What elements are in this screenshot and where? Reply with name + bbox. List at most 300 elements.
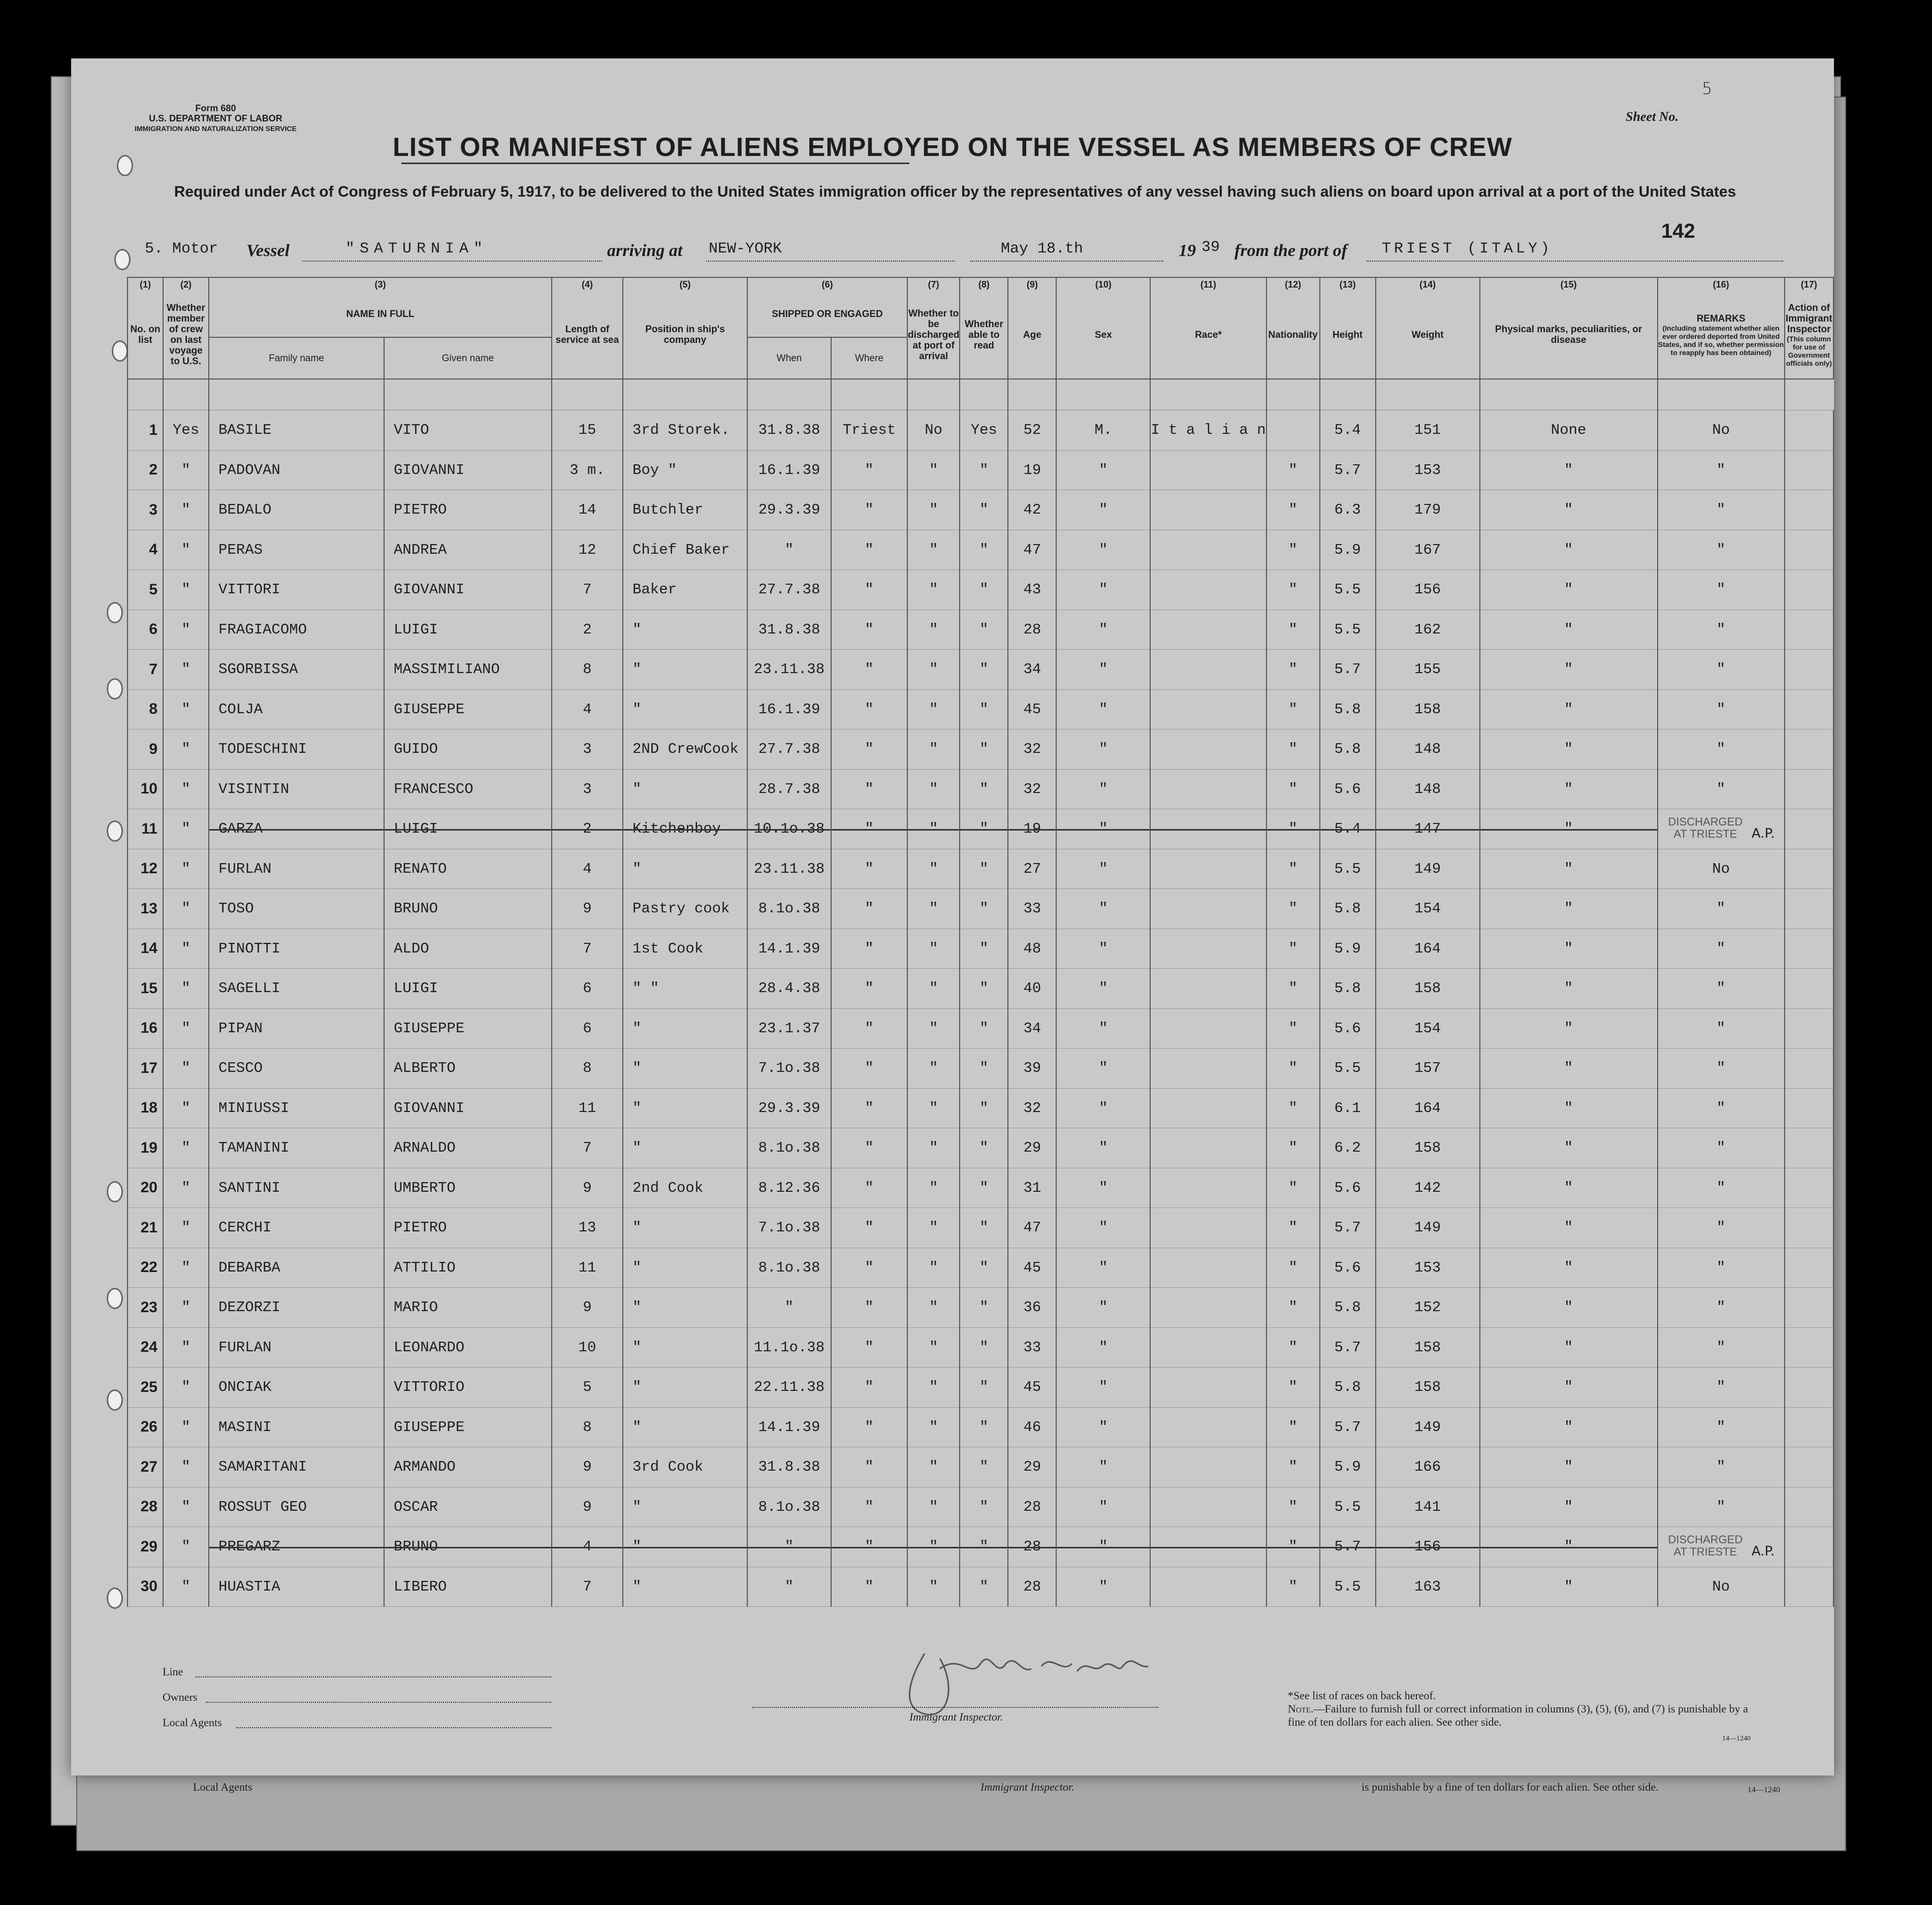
- age-cell: 32: [1008, 1088, 1056, 1128]
- shipped-when-cell: 29.3.39: [747, 490, 831, 530]
- weight-cell: 151: [1376, 410, 1480, 451]
- given-name-cell: ALBERTO: [384, 1049, 552, 1089]
- given-name-cell: OSCAR: [384, 1487, 552, 1527]
- table-row: [128, 1168, 1833, 1208]
- position-cell: ": [623, 1208, 747, 1248]
- position-cell: ": [623, 1487, 747, 1527]
- age-cell: 48: [1008, 929, 1056, 969]
- member-of-crew-cell: ": [163, 729, 209, 770]
- to-be-discharged-cell: ": [907, 530, 960, 570]
- age-cell: 28: [1008, 610, 1056, 650]
- vessel-underline: [302, 261, 602, 262]
- to-be-discharged-cell: ": [907, 729, 960, 770]
- able-to-read-cell: ": [960, 729, 1008, 770]
- remarks-cell: ": [1658, 530, 1785, 570]
- remarks-cell: ": [1658, 1088, 1785, 1128]
- able-to-read-cell: ": [960, 1208, 1008, 1248]
- length-of-service-cell: 13: [552, 1208, 623, 1248]
- position-cell: ": [623, 650, 747, 690]
- sex-cell: ": [1056, 1049, 1150, 1089]
- nationality-cell: [1266, 410, 1320, 451]
- table-row: [128, 1447, 1833, 1487]
- local-agents-label: Local Agents: [163, 1716, 222, 1729]
- line-underline: [196, 1676, 551, 1677]
- race-cell: [1150, 1128, 1266, 1168]
- sex-cell: ": [1056, 490, 1150, 530]
- physical-marks-cell: ": [1480, 1407, 1658, 1447]
- header-name-in-full: NAME IN FULL: [209, 291, 552, 337]
- form-identifier: [135, 103, 297, 134]
- age-cell: 33: [1008, 889, 1056, 929]
- inspector-action-cell: [1785, 689, 1833, 729]
- to-be-discharged-cell: ": [907, 929, 960, 969]
- length-of-service-cell: 11: [552, 1248, 623, 1288]
- given-name-cell: LIBERO: [384, 1567, 552, 1607]
- shipped-where-cell: ": [831, 1208, 907, 1248]
- table-row: [128, 1128, 1833, 1168]
- to-be-discharged-cell: ": [907, 889, 960, 929]
- shipped-where-cell: ": [831, 1368, 907, 1408]
- height-cell: 5.4: [1320, 809, 1376, 849]
- sex-cell: ": [1056, 650, 1150, 690]
- physical-marks-cell: ": [1480, 1288, 1658, 1328]
- header-sex: Sex: [1056, 291, 1150, 379]
- able-to-read-cell: ": [960, 809, 1008, 849]
- shipped-when-cell: 29.3.39: [747, 1088, 831, 1128]
- age-cell: 47: [1008, 530, 1056, 570]
- table-row: [128, 729, 1833, 770]
- table-row: [128, 530, 1833, 570]
- physical-marks-cell: ": [1480, 570, 1658, 610]
- physical-marks-cell: ": [1480, 610, 1658, 650]
- nationality-cell: ": [1266, 1447, 1320, 1487]
- family-name-cell: BASILE: [209, 410, 384, 451]
- age-cell: 19: [1008, 809, 1056, 849]
- to-be-discharged-cell: ": [907, 1447, 960, 1487]
- to-be-discharged-cell: ": [907, 1407, 960, 1447]
- remarks-cell: ": [1658, 1248, 1785, 1288]
- table-row: [128, 1248, 1833, 1288]
- inspector-action-cell: [1785, 1447, 1833, 1487]
- member-of-crew-cell: ": [163, 769, 209, 809]
- physical-marks-cell: ": [1480, 809, 1658, 849]
- header-remarks-title: REMARKS: [1696, 313, 1746, 324]
- height-cell: 5.8: [1320, 1288, 1376, 1328]
- age-cell: 39: [1008, 1049, 1056, 1089]
- sex-cell: ": [1056, 1248, 1150, 1288]
- shipped-where-cell: ": [831, 570, 907, 610]
- shipped-where-cell: ": [831, 929, 907, 969]
- given-name-cell: MASSIMILIANO: [384, 650, 552, 690]
- shipped-where-cell: ": [831, 1128, 907, 1168]
- to-be-discharged-cell: ": [907, 610, 960, 650]
- age-cell: 31: [1008, 1168, 1056, 1208]
- sex-cell: ": [1056, 1368, 1150, 1408]
- inspector-action-cell: [1785, 969, 1833, 1009]
- nationality-cell: ": [1266, 849, 1320, 889]
- age-cell: 29: [1008, 1128, 1056, 1168]
- given-name-cell: BRUNO: [384, 1527, 552, 1567]
- row-number-cell: 6: [128, 610, 163, 650]
- remarks-cell: ": [1658, 1368, 1785, 1408]
- weight-cell: 153: [1376, 1248, 1480, 1288]
- family-name-cell: DEBARBA: [209, 1248, 384, 1288]
- weight-cell: 141: [1376, 1487, 1480, 1527]
- arrival-date: May 18.th: [1001, 240, 1084, 258]
- length-of-service-cell: 2: [552, 809, 623, 849]
- length-of-service-cell: 2: [552, 610, 623, 650]
- sex-cell: ": [1056, 809, 1150, 849]
- able-to-read-cell: ": [960, 570, 1008, 610]
- inspector-action-cell: [1785, 809, 1833, 849]
- nationality-cell: ": [1266, 1008, 1320, 1049]
- length-of-service-cell: 4: [552, 1527, 623, 1567]
- inspector-action-cell: [1785, 929, 1833, 969]
- header-able-to-read: Whether able to read: [960, 291, 1008, 379]
- race-cell: [1150, 610, 1266, 650]
- position-cell: Baker: [623, 570, 747, 610]
- position-cell: Butchler: [623, 490, 747, 530]
- race-cell: [1150, 729, 1266, 770]
- able-to-read-cell: ": [960, 1327, 1008, 1368]
- given-name-cell: LEONARDO: [384, 1327, 552, 1368]
- position-cell: ": [623, 1327, 747, 1368]
- height-cell: 5.8: [1320, 689, 1376, 729]
- row-number-cell: 7: [128, 650, 163, 690]
- member-of-crew-cell: ": [163, 689, 209, 729]
- sex-cell: ": [1056, 1567, 1150, 1607]
- height-cell: 6.1: [1320, 1088, 1376, 1128]
- family-name-cell: MASINI: [209, 1407, 384, 1447]
- shipped-when-cell: 23.11.38: [747, 849, 831, 889]
- col-num: (3): [209, 277, 552, 291]
- given-name-cell: PIETRO: [384, 1208, 552, 1248]
- length-of-service-cell: 8: [552, 1049, 623, 1089]
- to-be-discharged-cell: ": [907, 1288, 960, 1328]
- inspector-action-cell: [1785, 769, 1833, 809]
- shipped-where-cell: ": [831, 1248, 907, 1288]
- punch-hole: [107, 820, 123, 842]
- to-be-discharged-cell: ": [907, 769, 960, 809]
- physical-marks-cell: ": [1480, 1088, 1658, 1128]
- date-underline: [970, 261, 1163, 262]
- family-name-cell: BEDALO: [209, 490, 384, 530]
- position-cell: Kitchenboy: [623, 809, 747, 849]
- to-be-discharged-cell: ": [907, 1368, 960, 1408]
- position-cell: ": [623, 610, 747, 650]
- shipped-where-cell: ": [831, 1288, 907, 1328]
- header-remarks: [1658, 291, 1785, 379]
- inspector-action-cell: [1785, 530, 1833, 570]
- column-number-row: [128, 277, 1833, 291]
- inspector-action-cell: [1785, 1088, 1833, 1128]
- to-be-discharged-cell: ": [907, 570, 960, 610]
- height-cell: 5.8: [1320, 889, 1376, 929]
- length-of-service-cell: 12: [552, 530, 623, 570]
- to-be-discharged-cell: ": [907, 1248, 960, 1288]
- remarks-cell: No: [1658, 849, 1785, 889]
- year-suffix: 39: [1201, 239, 1220, 256]
- length-of-service-cell: 4: [552, 849, 623, 889]
- weight-cell: 152: [1376, 1288, 1480, 1328]
- race-cell: [1150, 1248, 1266, 1288]
- race-cell: [1150, 1567, 1266, 1607]
- inspector-action-cell: [1785, 1368, 1833, 1408]
- crew-manifest-table: [127, 277, 1834, 1607]
- able-to-read-cell: ": [960, 929, 1008, 969]
- arriving-port: NEW-YORK: [709, 240, 782, 258]
- header-remarks-sub: (Including statement whether alien ever ordered deported from United States, and if so, whether permission to reapply has been obtained): [1658, 324, 1784, 357]
- able-to-read-cell: ": [960, 490, 1008, 530]
- remarks-cell: ": [1658, 1049, 1785, 1089]
- member-of-crew-cell: ": [163, 1208, 209, 1248]
- discharged-initials: A.P.: [1751, 826, 1775, 841]
- height-cell: 5.6: [1320, 1248, 1376, 1288]
- able-to-read-cell: ": [960, 1128, 1008, 1168]
- punch-hole: [107, 602, 123, 623]
- member-of-crew-cell: ": [163, 450, 209, 490]
- race-cell: [1150, 650, 1266, 690]
- physical-marks-cell: ": [1480, 1008, 1658, 1049]
- height-cell: 5.6: [1320, 1008, 1376, 1049]
- shipped-when-cell: 16.1.39: [747, 689, 831, 729]
- age-cell: 45: [1008, 1248, 1056, 1288]
- age-cell: 45: [1008, 689, 1056, 729]
- length-of-service-cell: 8: [552, 1407, 623, 1447]
- sex-cell: ": [1056, 769, 1150, 809]
- height-cell: 5.8: [1320, 1368, 1376, 1408]
- given-name-cell: GIOVANNI: [384, 570, 552, 610]
- able-to-read-cell: ": [960, 969, 1008, 1009]
- inspector-action-cell: [1785, 650, 1833, 690]
- table-row: [128, 689, 1833, 729]
- remarks-cell: No: [1658, 1567, 1785, 1607]
- sex-cell: ": [1056, 1327, 1150, 1368]
- position-cell: ": [623, 1049, 747, 1089]
- height-cell: 6.3: [1320, 490, 1376, 530]
- member-of-crew-cell: ": [163, 809, 209, 849]
- punch-hole: [112, 340, 128, 362]
- position-cell: 2nd Cook: [623, 1168, 747, 1208]
- length-of-service-cell: 3 m.: [552, 450, 623, 490]
- race-cell: [1150, 1088, 1266, 1128]
- nationality-cell: ": [1266, 689, 1320, 729]
- under-form-code: 14—1240: [1748, 1786, 1780, 1794]
- remarks-cell: ": [1658, 1128, 1785, 1168]
- family-name-cell: PIPAN: [209, 1008, 384, 1049]
- sex-cell: ": [1056, 729, 1150, 770]
- able-to-read-cell: ": [960, 1407, 1008, 1447]
- length-of-service-cell: 4: [552, 689, 623, 729]
- to-be-discharged-cell: ": [907, 1327, 960, 1368]
- row-number-cell: 25: [128, 1368, 163, 1408]
- race-cell: [1150, 1407, 1266, 1447]
- to-be-discharged-cell: ": [907, 1008, 960, 1049]
- race-cell: [1150, 1327, 1266, 1368]
- sex-cell: ": [1056, 1487, 1150, 1527]
- shipped-where-cell: Triest: [831, 410, 907, 451]
- remarks-cell: No: [1658, 410, 1785, 451]
- height-cell: 5.7: [1320, 1327, 1376, 1368]
- race-cell: [1150, 929, 1266, 969]
- able-to-read-cell: ": [960, 1008, 1008, 1049]
- physical-marks-cell: ": [1480, 1527, 1658, 1567]
- table-row: [128, 889, 1833, 929]
- given-name-cell: VITTORIO: [384, 1368, 552, 1408]
- nationality-cell: ": [1266, 1327, 1320, 1368]
- sex-cell: ": [1056, 570, 1150, 610]
- height-cell: 5.7: [1320, 650, 1376, 690]
- age-cell: 42: [1008, 490, 1056, 530]
- remarks-cell: ": [1658, 1407, 1785, 1447]
- race-cell: [1150, 1008, 1266, 1049]
- to-be-discharged-cell: ": [907, 969, 960, 1009]
- row-number-cell: 15: [128, 969, 163, 1009]
- form-number: Form 680: [195, 103, 236, 113]
- weight-cell: 158: [1376, 1368, 1480, 1408]
- weight-cell: 163: [1376, 1567, 1480, 1607]
- to-be-discharged-cell: ": [907, 849, 960, 889]
- sex-cell: ": [1056, 610, 1150, 650]
- row-number-cell: 24: [128, 1327, 163, 1368]
- inspector-action-cell: [1785, 1128, 1833, 1168]
- weight-cell: 158: [1376, 689, 1480, 729]
- length-of-service-cell: 6: [552, 1008, 623, 1049]
- inspector-action-cell: [1785, 610, 1833, 650]
- inspector-action-cell: [1785, 1168, 1833, 1208]
- physical-marks-cell: ": [1480, 969, 1658, 1009]
- shipped-when-cell: 27.7.38: [747, 570, 831, 610]
- vessel-name: "SATURNIA": [345, 240, 488, 258]
- weight-cell: 166: [1376, 1447, 1480, 1487]
- shipped-when-cell: ": [747, 1527, 831, 1567]
- age-cell: 34: [1008, 650, 1056, 690]
- shipped-when-cell: 8.1o.38: [747, 889, 831, 929]
- table-row: [128, 1208, 1833, 1248]
- able-to-read-cell: ": [960, 1487, 1008, 1527]
- height-cell: 5.7: [1320, 1407, 1376, 1447]
- member-of-crew-cell: ": [163, 1288, 209, 1328]
- remarks-cell: ": [1658, 1168, 1785, 1208]
- row-number-cell: 27: [128, 1447, 163, 1487]
- length-of-service-cell: 7: [552, 1567, 623, 1607]
- shipped-where-cell: ": [831, 1168, 907, 1208]
- age-cell: 27: [1008, 849, 1056, 889]
- able-to-read-cell: ": [960, 769, 1008, 809]
- shipped-where-cell: ": [831, 769, 907, 809]
- given-name-cell: GIOVANNI: [384, 1088, 552, 1128]
- header-member-of-crew: Whether member of crew on last voyage to U.S.: [163, 291, 209, 379]
- nationality-cell: ": [1266, 929, 1320, 969]
- to-be-discharged-cell: ": [907, 1128, 960, 1168]
- shipped-where-cell: ": [831, 1327, 907, 1368]
- member-of-crew-cell: ": [163, 570, 209, 610]
- able-to-read-cell: ": [960, 450, 1008, 490]
- header-when: When: [747, 337, 831, 379]
- height-cell: 5.5: [1320, 610, 1376, 650]
- nationality-cell: ": [1266, 650, 1320, 690]
- remarks-cell: ": [1658, 889, 1785, 929]
- able-to-read-cell: ": [960, 1088, 1008, 1128]
- header-weight: Weight: [1376, 291, 1480, 379]
- header-where: Where: [831, 337, 907, 379]
- position-cell: ": [623, 1088, 747, 1128]
- position-cell: Chief Baker: [623, 530, 747, 570]
- member-of-crew-cell: ": [163, 969, 209, 1009]
- race-cell: [1150, 1447, 1266, 1487]
- shipped-where-cell: ": [831, 809, 907, 849]
- remarks-cell: ": [1658, 450, 1785, 490]
- crew-rows: [128, 410, 1833, 1607]
- family-name-cell: SAMARITANI: [209, 1447, 384, 1487]
- age-cell: 40: [1008, 969, 1056, 1009]
- position-cell: ": [623, 1248, 747, 1288]
- col-num: (9): [1008, 277, 1056, 291]
- given-name-cell: FRANCESCO: [384, 769, 552, 809]
- row-number-cell: 18: [128, 1088, 163, 1128]
- height-cell: 5.7: [1320, 450, 1376, 490]
- col-num: (17): [1785, 277, 1833, 291]
- under-note: is punishable by a fine of ten dollars for each alien. See other side.: [1361, 1781, 1659, 1793]
- remarks-cell: [1658, 809, 1785, 849]
- col-num: (5): [623, 277, 747, 291]
- table-row: [128, 570, 1833, 610]
- row-number-cell: 8: [128, 689, 163, 729]
- shipped-where-cell: ": [831, 849, 907, 889]
- physical-marks-cell: ": [1480, 490, 1658, 530]
- able-to-read-cell: ": [960, 849, 1008, 889]
- weight-cell: 154: [1376, 889, 1480, 929]
- sex-cell: ": [1056, 1008, 1150, 1049]
- shipped-where-cell: ": [831, 1487, 907, 1527]
- sex-cell: ": [1056, 969, 1150, 1009]
- sex-cell: ": [1056, 450, 1150, 490]
- shipped-when-cell: 8.12.36: [747, 1168, 831, 1208]
- table-row: [128, 769, 1833, 809]
- penalty-note: [1288, 1702, 1760, 1729]
- shipped-when-cell: ": [747, 530, 831, 570]
- form-code: 14—1240: [1722, 1735, 1751, 1742]
- able-to-read-cell: ": [960, 889, 1008, 929]
- physical-marks-cell: ": [1480, 530, 1658, 570]
- table-row: [128, 650, 1833, 690]
- inspector-action-cell: [1785, 1288, 1833, 1328]
- discharged-stamp: DISCHARGED AT TRIESTE: [1668, 815, 1743, 840]
- able-to-read-cell: ": [960, 1527, 1008, 1567]
- inspector-action-cell: [1785, 490, 1833, 530]
- length-of-service-cell: 9: [552, 1168, 623, 1208]
- note-text: —Failure to furnish full or correct information in columns (3), (5), (6), and (7) is punishable by a fine of ten dollars for each alien. See other side.: [1288, 1702, 1748, 1728]
- nationality-cell: ": [1266, 1368, 1320, 1408]
- page-subtitle: Required under Act of Congress of February 5, 1917, to be delivered to the United States immigration officer by the representatives of any vessel having such aliens on board upon arrival at a port of the United States: [174, 183, 1736, 200]
- sex-cell: ": [1056, 849, 1150, 889]
- given-name-cell: GIUSEPPE: [384, 1008, 552, 1049]
- family-name-cell: FURLAN: [209, 849, 384, 889]
- inspector-underline: [752, 1707, 1158, 1708]
- row-number-cell: 30: [128, 1567, 163, 1607]
- family-name-cell: ROSSUT GEO: [209, 1487, 384, 1527]
- length-of-service-cell: 7: [552, 570, 623, 610]
- able-to-read-cell: ": [960, 650, 1008, 690]
- length-of-service-cell: 5: [552, 1368, 623, 1408]
- member-of-crew-cell: ": [163, 1248, 209, 1288]
- length-of-service-cell: 9: [552, 1288, 623, 1328]
- weight-cell: 164: [1376, 1088, 1480, 1128]
- shipped-where-cell: ": [831, 1527, 907, 1567]
- sex-cell: ": [1056, 1208, 1150, 1248]
- shipped-when-cell: 8.1o.38: [747, 1128, 831, 1168]
- row-number-cell: 2: [128, 450, 163, 490]
